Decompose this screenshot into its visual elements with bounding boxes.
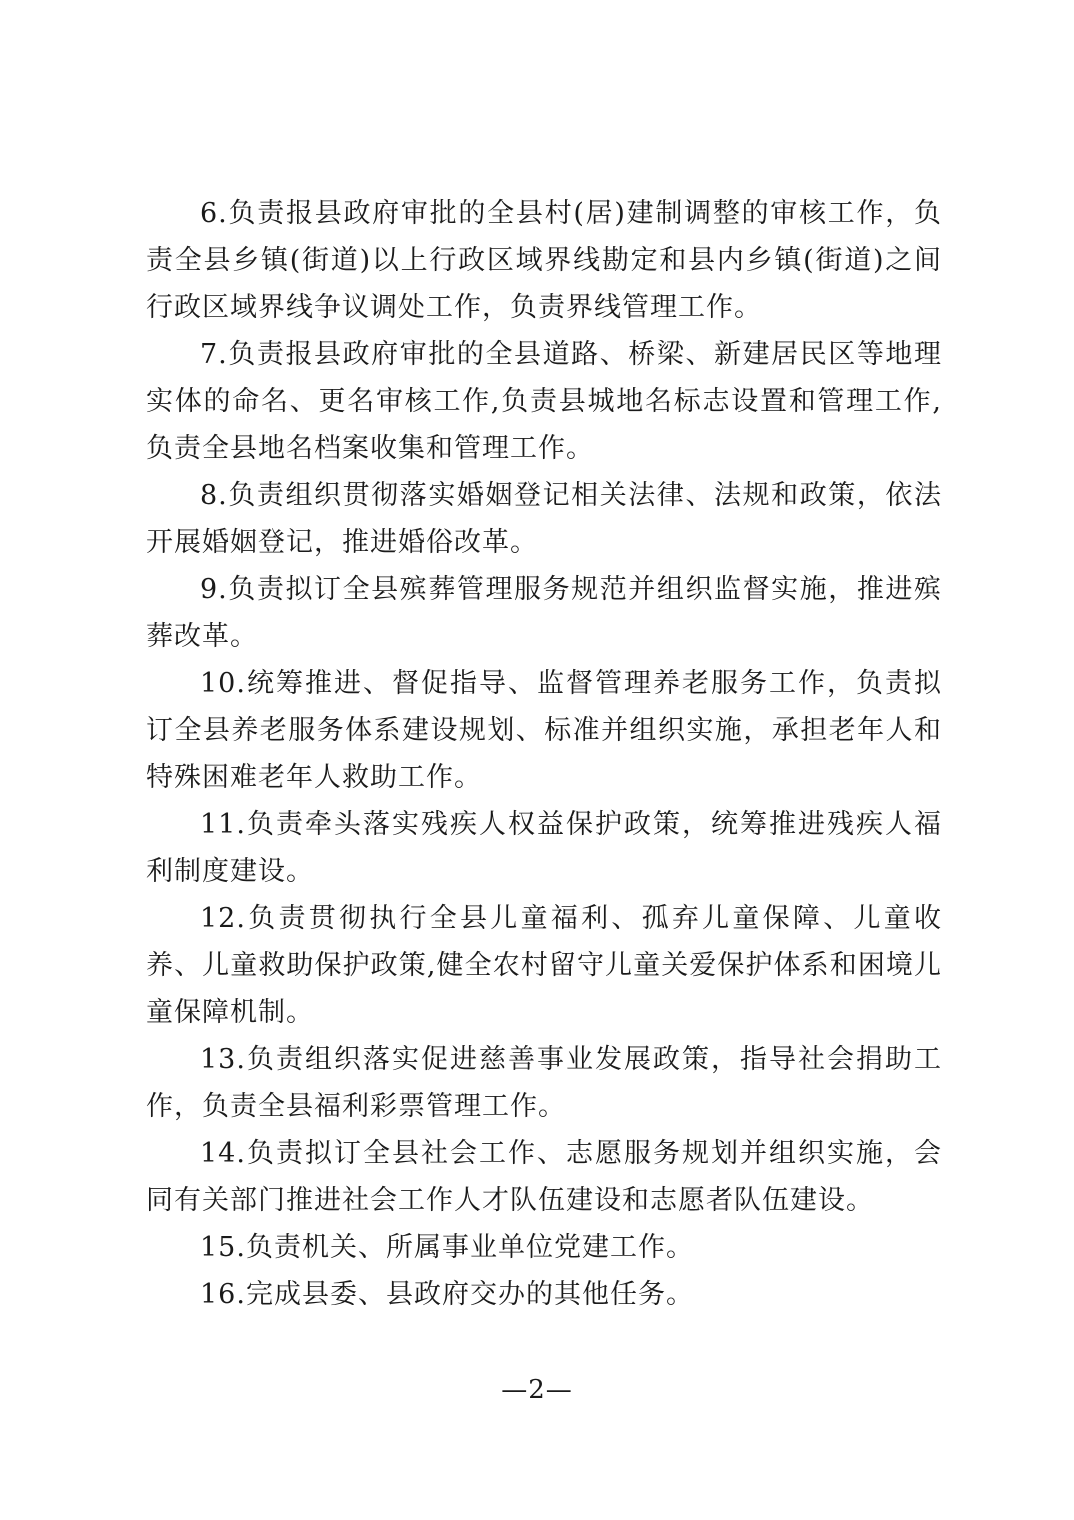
- paragraph-item-13: 13.负责组织落实促进慈善事业发展政策，指导社会捐助工作，负责全县福利彩票管理工作。: [146, 1044, 942, 1122]
- paragraph-item-14: 14.负责拟订全县社会工作、志愿服务规划并组织实施，会同有关部门推进社会工作人才队伍建设和志愿者队伍建设。: [146, 1138, 942, 1216]
- paragraph-item-10: 10.统筹推进、督促指导、监督管理养老服务工作，负责拟订全县养老服务体系建设规划、标准并组织实施，承担老年人和特殊困难老年人救助工作。: [146, 668, 942, 793]
- paragraph-item-11: 11.负责牵头落实残疾人权益保护政策，统筹推进残疾人福利制度建设。: [146, 809, 942, 887]
- paragraph-item-8: 8.负责组织贯彻落实婚姻登记相关法律、法规和政策，依法开展婚姻登记，推进婚俗改革。: [146, 480, 942, 558]
- paragraph-item-16: 16.完成县委、县政府交办的其他任务。: [200, 1279, 694, 1310]
- paragraph-item-7: 7.负责报县政府审批的全县道路、桥梁、新建居民区等地理实体的命名、更名审核工作,负责县城地名标志设置和管理工作,负责全县地名档案收集和管理工作。: [146, 339, 942, 464]
- page-number: —2—: [501, 1375, 573, 1405]
- paragraph-item-6: 6.负责报县政府审批的全县村(居)建制调整的审核工作，负责全县乡镇(街道)以上行政区域界线勘定和县内乡镇(街道)之间行政区域界线争议调处工作，负责界线管理工作。: [146, 198, 942, 323]
- paragraph-item-12: 12.负责贯彻执行全县儿童福利、孤弃儿童保障、儿童收养、儿童救助保护政策,健全农村留守儿童关爱保护体系和困境儿童保障机制。: [146, 903, 942, 1028]
- paragraph-item-15: 15.负责机关、所属事业单位党建工作。: [200, 1232, 694, 1263]
- paragraph-item-9: 9.负责拟订全县殡葬管理服务规范并组织监督实施，推进殡葬改革。: [146, 574, 942, 652]
- document-body: [146, 190, 942, 1318]
